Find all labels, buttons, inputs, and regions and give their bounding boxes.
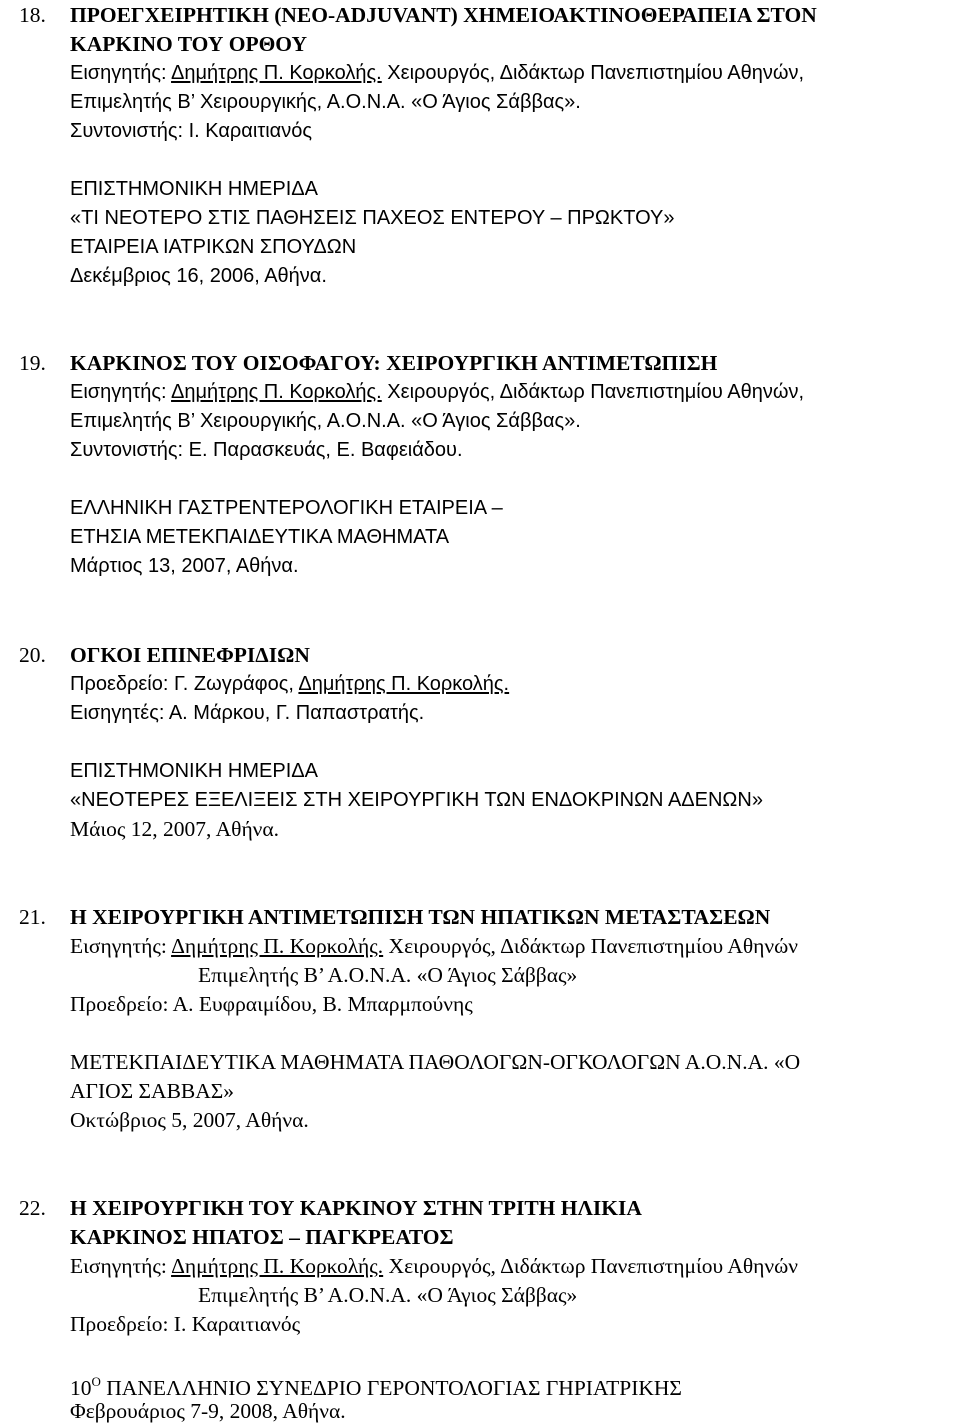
event-line-3: ΕΤΑΙΡΕΙΑ ΙΑΤΡΙΚΩΝ ΣΠΟΥΔΩΝ: [70, 236, 357, 258]
affiliation-line: Επιμελητής Β’ Χειρουργικής, Α.Ο.Ν.Α. «Ο Άγιος Σάββας».: [70, 410, 581, 432]
entry-number: 21.: [19, 905, 46, 929]
event-line-2: ΕΤΗΣΙΑ ΜΕΤΕΚΠΑΙΔΕΥΤΙΚΑ ΜΑΘΗΜΑΤΑ: [70, 526, 450, 548]
coordinator-line: Συντονιστής: Ε. Παρασκευάς, Ε. Βαφειάδου.: [70, 439, 463, 461]
speaker-details: Χειρουργός, Διδάκτωρ Πανεπιστημίου Αθηνών: [383, 934, 799, 958]
entry-title-line-1: Η ΧΕΙΡΟΥΡΓΙΚΗ ΑΝΤΙΜΕΤΩΠΙΣΗ ΤΩΝ ΗΠΑΤΙΚΩΝ ΜΕΤΑΣΤΑΣΕΩΝ: [70, 905, 771, 929]
speaker-details: Χειρουργός, Διδάκτωρ Πανεπιστημίου Αθηνών: [383, 1254, 799, 1278]
event-ordinal: 10: [70, 1376, 92, 1400]
speaker-name: Δημήτρης Π. Κορκολής.: [171, 1254, 384, 1278]
entry-title-line-1: Η ΧΕΙΡΟΥΡΓΙΚΗ ΤΟΥ ΚΑΡΚΙΝΟΥ ΣΤΗΝ ΤΡΙΤΗ ΗΛΙΚΙΑ: [70, 1196, 642, 1220]
event-line-1: ΕΠΙΣΤΗΜΟΝΙΚΗ ΗΜΕΡΙΔΑ: [70, 178, 318, 200]
presidium-name: Δημήτρης Π. Κορκολής.: [298, 673, 510, 695]
event-line-2: «ΝΕΟΤΕΡΕΣ ΕΞΕΛΙΞΕΙΣ ΣΤΗ ΧΕΙΡΟΥΡΓΙΚΗ ΤΩΝ ΕΝΔΟΚΡΙΝΩΝ ΑΔΕΝΩΝ»: [70, 789, 763, 811]
entry-title-line-1: ΠΡΟΕΓΧΕΙΡΗΤΙΚΗ (ΝΕΟ-ADJUVANT) ΧΗΜΕΙΟΑΚΤΙΝΟΘΕΡΑΠΕΙΑ ΣΤΟΝ: [70, 3, 817, 27]
speaker-details: Χειρουργός, Διδάκτωρ Πανεπιστημίου Αθηνών,: [381, 381, 805, 403]
event-date: Οκτώβριος 5, 2007, Αθήνα.: [70, 1108, 309, 1132]
affiliation-line: Επιμελητής Β’ Α.Ο.Ν.Α. «Ο Άγιος Σάββας»: [198, 963, 578, 987]
entry-title-line-2: ΚΑΡΚΙΝΟ ΤΟΥ ΟΡΘΟΥ: [70, 32, 308, 56]
entry-title-line-2: ΚΑΡΚΙΝΟΣ ΗΠΑΤΟΣ – ΠΑΓΚΡΕΑΤΟΣ: [70, 1225, 454, 1249]
event-line-1: ΕΠΙΣΤΗΜΟΝΙΚΗ ΗΜΕΡΙΔΑ: [70, 760, 318, 782]
speaker-details: Χειρουργός, Διδάκτωρ Πανεπιστημίου Αθηνών,: [381, 62, 805, 84]
entry-number: 18.: [19, 3, 46, 27]
presidium-label: Προεδρείο: Γ. Ζωγράφος,: [70, 673, 299, 695]
speaker-line: [70, 931, 798, 961]
speaker-name: Δημήτρης Π. Κορκολής.: [171, 381, 382, 403]
speaker-label: Εισηγητής:: [70, 62, 172, 84]
event-date: Δεκέμβριος 16, 2006, Αθήνα.: [70, 265, 327, 287]
event-date: Μάρτιος 13, 2007, Αθήνα.: [70, 555, 299, 577]
speaker-line: [70, 1251, 798, 1281]
affiliation-line: Επιμελητής Β’ Χειρουργικής, Α.Ο.Ν.Α. «Ο Άγιος Σάββας».: [70, 91, 581, 113]
entry-number: 20.: [19, 643, 46, 667]
event-date: Μάιος 12, 2007, Αθήνα.: [70, 817, 280, 841]
speaker-name: Δημήτρης Π. Κορκολής.: [171, 934, 384, 958]
event-line-2: ΑΓΙΟΣ ΣΑΒΒΑΣ»: [70, 1079, 235, 1103]
speakers-line: Εισηγητές: Α. Μάρκου, Γ. Παπαστρατής.: [70, 702, 425, 724]
speaker-label: Εισηγητής:: [70, 934, 172, 958]
event-line-2: «ΤΙ ΝΕΟΤΕΡΟ ΣΤΙΣ ΠΑΘΗΣΕΙΣ ΠΑΧΕΟΣ ΕΝΤΕΡΟΥ – ΠΡΩΚΤΟΥ»: [70, 207, 675, 229]
affiliation-line: Επιμελητής Β’ Α.Ο.Ν.Α. «Ο Άγιος Σάββας»: [198, 1283, 578, 1307]
entry-title-line-1: ΚΑΡΚΙΝΟΣ ΤΟΥ ΟΙΣΟΦΑΓΟΥ: ΧΕΙΡΟΥΡΓΙΚΗ ΑΝΤΙΜΕΤΩΠΙΣΗ: [70, 351, 718, 375]
speaker-line: [70, 58, 804, 88]
presidium-line: Προεδρείο: Α. Ευφραιμίδου, Β. Μπαρμπούνης: [70, 992, 473, 1016]
entry-number: 22.: [19, 1196, 46, 1220]
event-name: ΠΑΝΕΛΛΗΝΙΟ ΣΥΝΕΔΡΙΟ ΓΕΡΟΝΤΟΛΟΓΙΑΣ ΓΗΡΙΑΤΡΙΚΗΣ: [100, 1376, 682, 1400]
entry-number: 19.: [19, 351, 46, 375]
event-line-1: ΕΛΛΗΝΙΚΗ ΓΑΣΤΡΕΝΤΕΡΟΛΟΓΙΚΗ ΕΤΑΙΡΕΙΑ –: [70, 497, 503, 519]
coordinator-line: Συντονιστής: Ι. Καραιτιανός: [70, 120, 312, 142]
speaker-label: Εισηγητής:: [70, 1254, 172, 1278]
presidium-line: Προεδρείο: Ι. Καραιτιανός: [70, 1312, 301, 1336]
event-line-1: ΜΕΤΕΚΠΑΙΔΕΥΤΙΚΑ ΜΑΘΗΜΑΤΑ ΠΑΘΟΛΟΓΩΝ-ΟΓΚΟΛΟΓΩΝ Α.Ο.Ν.Α. «Ο: [70, 1050, 801, 1074]
speaker-line: [70, 377, 804, 407]
speaker-name: Δημήτρης Π. Κορκολής.: [171, 62, 382, 84]
entry-title-line-1: ΟΓΚΟΙ ΕΠΙΝΕΦΡΙΔΙΩΝ: [70, 643, 310, 667]
speaker-label: Εισηγητής:: [70, 381, 172, 403]
presidium-line: [70, 669, 509, 699]
event-date: Φεβρουάριος 7-9, 2008, Αθήνα.: [70, 1399, 346, 1423]
event-ordinal-superscript: Ο: [91, 1374, 101, 1389]
